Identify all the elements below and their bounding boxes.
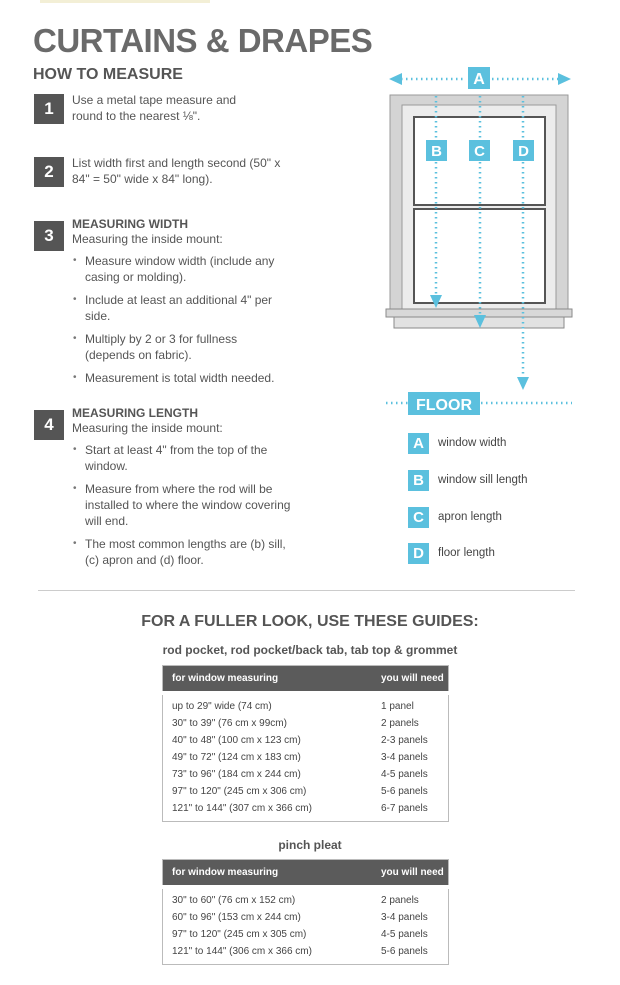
step-4-title: MEASURING LENGTH <box>72 406 198 420</box>
table-2-subtitle: pinch pleat <box>278 838 342 852</box>
table-header-row <box>163 666 449 694</box>
table-row <box>163 715 449 732</box>
step-4-intro: Measuring the inside mount: <box>72 421 223 435</box>
list-item: • Measure window width (include any casing or molding). <box>72 253 277 285</box>
table-row <box>163 732 449 749</box>
step-4-bullets <box>72 442 300 568</box>
list-item: • The most common lengths are (b) sill, (c) apron and (d) floor. <box>72 536 300 568</box>
table-cell: 30" to 60" (76 cm x 152 cm) <box>172 895 296 906</box>
label-b-text: B <box>431 143 442 160</box>
table-cell: 40" to 48" (100 cm x 123 cm) <box>172 735 301 746</box>
guide-table-rod-pocket <box>162 665 449 822</box>
step-3-intro: Measuring the inside mount: <box>72 232 223 246</box>
table-cell: 4-5 panels <box>381 769 428 780</box>
list-item: • Multiply by 2 or 3 for fullness (depends on fabric). <box>72 331 277 363</box>
table-row <box>163 749 449 766</box>
column-header: for window measuring <box>163 860 373 888</box>
step-4-block <box>72 406 312 575</box>
label-a-text: A <box>473 71 485 88</box>
table-row <box>163 926 449 943</box>
legend-item-a <box>408 432 528 454</box>
legend-text: floor length <box>438 547 495 559</box>
step-number-3: 3 <box>34 221 64 251</box>
legend-item-d <box>408 542 528 564</box>
floor-label: FLOOR <box>416 397 472 414</box>
legend-text: window width <box>438 437 507 449</box>
table-cell: 60" to 96" (153 cm x 244 cm) <box>172 912 301 923</box>
width-arrow-right-head <box>558 73 571 85</box>
floor-line <box>384 390 574 418</box>
label-c-text: C <box>474 143 485 160</box>
table-cell: 97" to 120" (245 cm x 305 cm) <box>172 929 307 940</box>
table-row <box>163 800 449 822</box>
guide-table-pinch-pleat <box>162 859 449 965</box>
section-divider <box>38 590 575 591</box>
list-item: • Measure from where the rod will be installed to where the window covering will end. <box>72 481 300 529</box>
diagram-legend <box>408 432 528 564</box>
legend-badge: A <box>408 433 429 454</box>
table-cell: 2-3 panels <box>381 735 428 746</box>
legend-badge: D <box>408 543 429 564</box>
table-row <box>163 887 449 909</box>
table-cell: 5-6 panels <box>381 946 428 957</box>
list-item: • Measurement is total width needed. <box>72 370 277 386</box>
table-cell: 3-4 panels <box>381 752 428 763</box>
table-cell: up to 29" wide (74 cm) <box>172 701 272 712</box>
table-row <box>163 693 449 715</box>
section-subtitle: HOW TO MEASURE <box>33 66 183 83</box>
table-cell: 121" to 144" (306 cm x 366 cm) <box>172 946 312 957</box>
table-cell: 73" to 96" (184 cm x 244 cm) <box>172 769 301 780</box>
table-cell: 97" to 120" (245 cm x 306 cm) <box>172 786 307 797</box>
legend-item-b <box>408 469 528 491</box>
table-cell: 2 panels <box>381 718 419 729</box>
width-arrow-left-head <box>389 73 402 85</box>
step-2-text: List width first and length second (50" x 84" = 50" wide x 84" long). <box>72 156 281 186</box>
table-cell: 3-4 panels <box>381 912 428 923</box>
list-item: • Start at least 4" from the top of the window. <box>72 442 300 474</box>
header-accent-line <box>40 0 210 3</box>
table-cell: 6-7 panels <box>381 803 428 814</box>
label-d-text: D <box>518 143 529 160</box>
table-cell: 1 panel <box>381 701 414 712</box>
legend-badge: C <box>408 507 429 528</box>
guides-title: FOR A FULLER LOOK, USE THESE GUIDES: <box>141 613 479 630</box>
table-header-row <box>163 860 449 888</box>
table-cell: 121" to 144" (307 cm x 366 cm) <box>172 803 312 814</box>
legend-text: apron length <box>438 511 502 523</box>
table-cell: 49" to 72" (124 cm x 183 cm) <box>172 752 301 763</box>
list-item: • Include at least an additional 4" per side. <box>72 292 277 324</box>
window-diagram <box>380 60 580 420</box>
table-cell: 5-6 panels <box>381 786 428 797</box>
step-3-bullets <box>72 253 277 386</box>
step-3-block <box>72 217 312 393</box>
legend-item-c <box>408 506 528 528</box>
legend-text: window sill length <box>438 474 528 486</box>
table-cell: 4-5 panels <box>381 929 428 940</box>
legend-badge: B <box>408 470 429 491</box>
step-3-title: MEASURING WIDTH <box>72 217 188 231</box>
column-header: you will need <box>372 666 449 694</box>
table-row <box>163 909 449 926</box>
step-number-1: 1 <box>34 94 64 124</box>
table-cell: 2 panels <box>381 895 419 906</box>
table-cell: 30" to 39" (76 cm x 99cm) <box>172 718 287 729</box>
floor-length-arrowhead <box>517 377 529 390</box>
column-header: you will need <box>372 860 449 888</box>
step-1-text: Use a metal tape measure and round to the nearest ⅛". <box>72 93 237 123</box>
table-1-subtitle: rod pocket, rod pocket/back tab, tab top & grommet <box>162 643 458 657</box>
step-number-4: 4 <box>34 410 64 440</box>
table-row <box>163 943 449 965</box>
column-header: for window measuring <box>163 666 373 694</box>
table-row <box>163 766 449 783</box>
page-title: CURTAINS & DRAPES <box>33 22 373 59</box>
table-row <box>163 783 449 800</box>
step-number-2: 2 <box>34 157 64 187</box>
